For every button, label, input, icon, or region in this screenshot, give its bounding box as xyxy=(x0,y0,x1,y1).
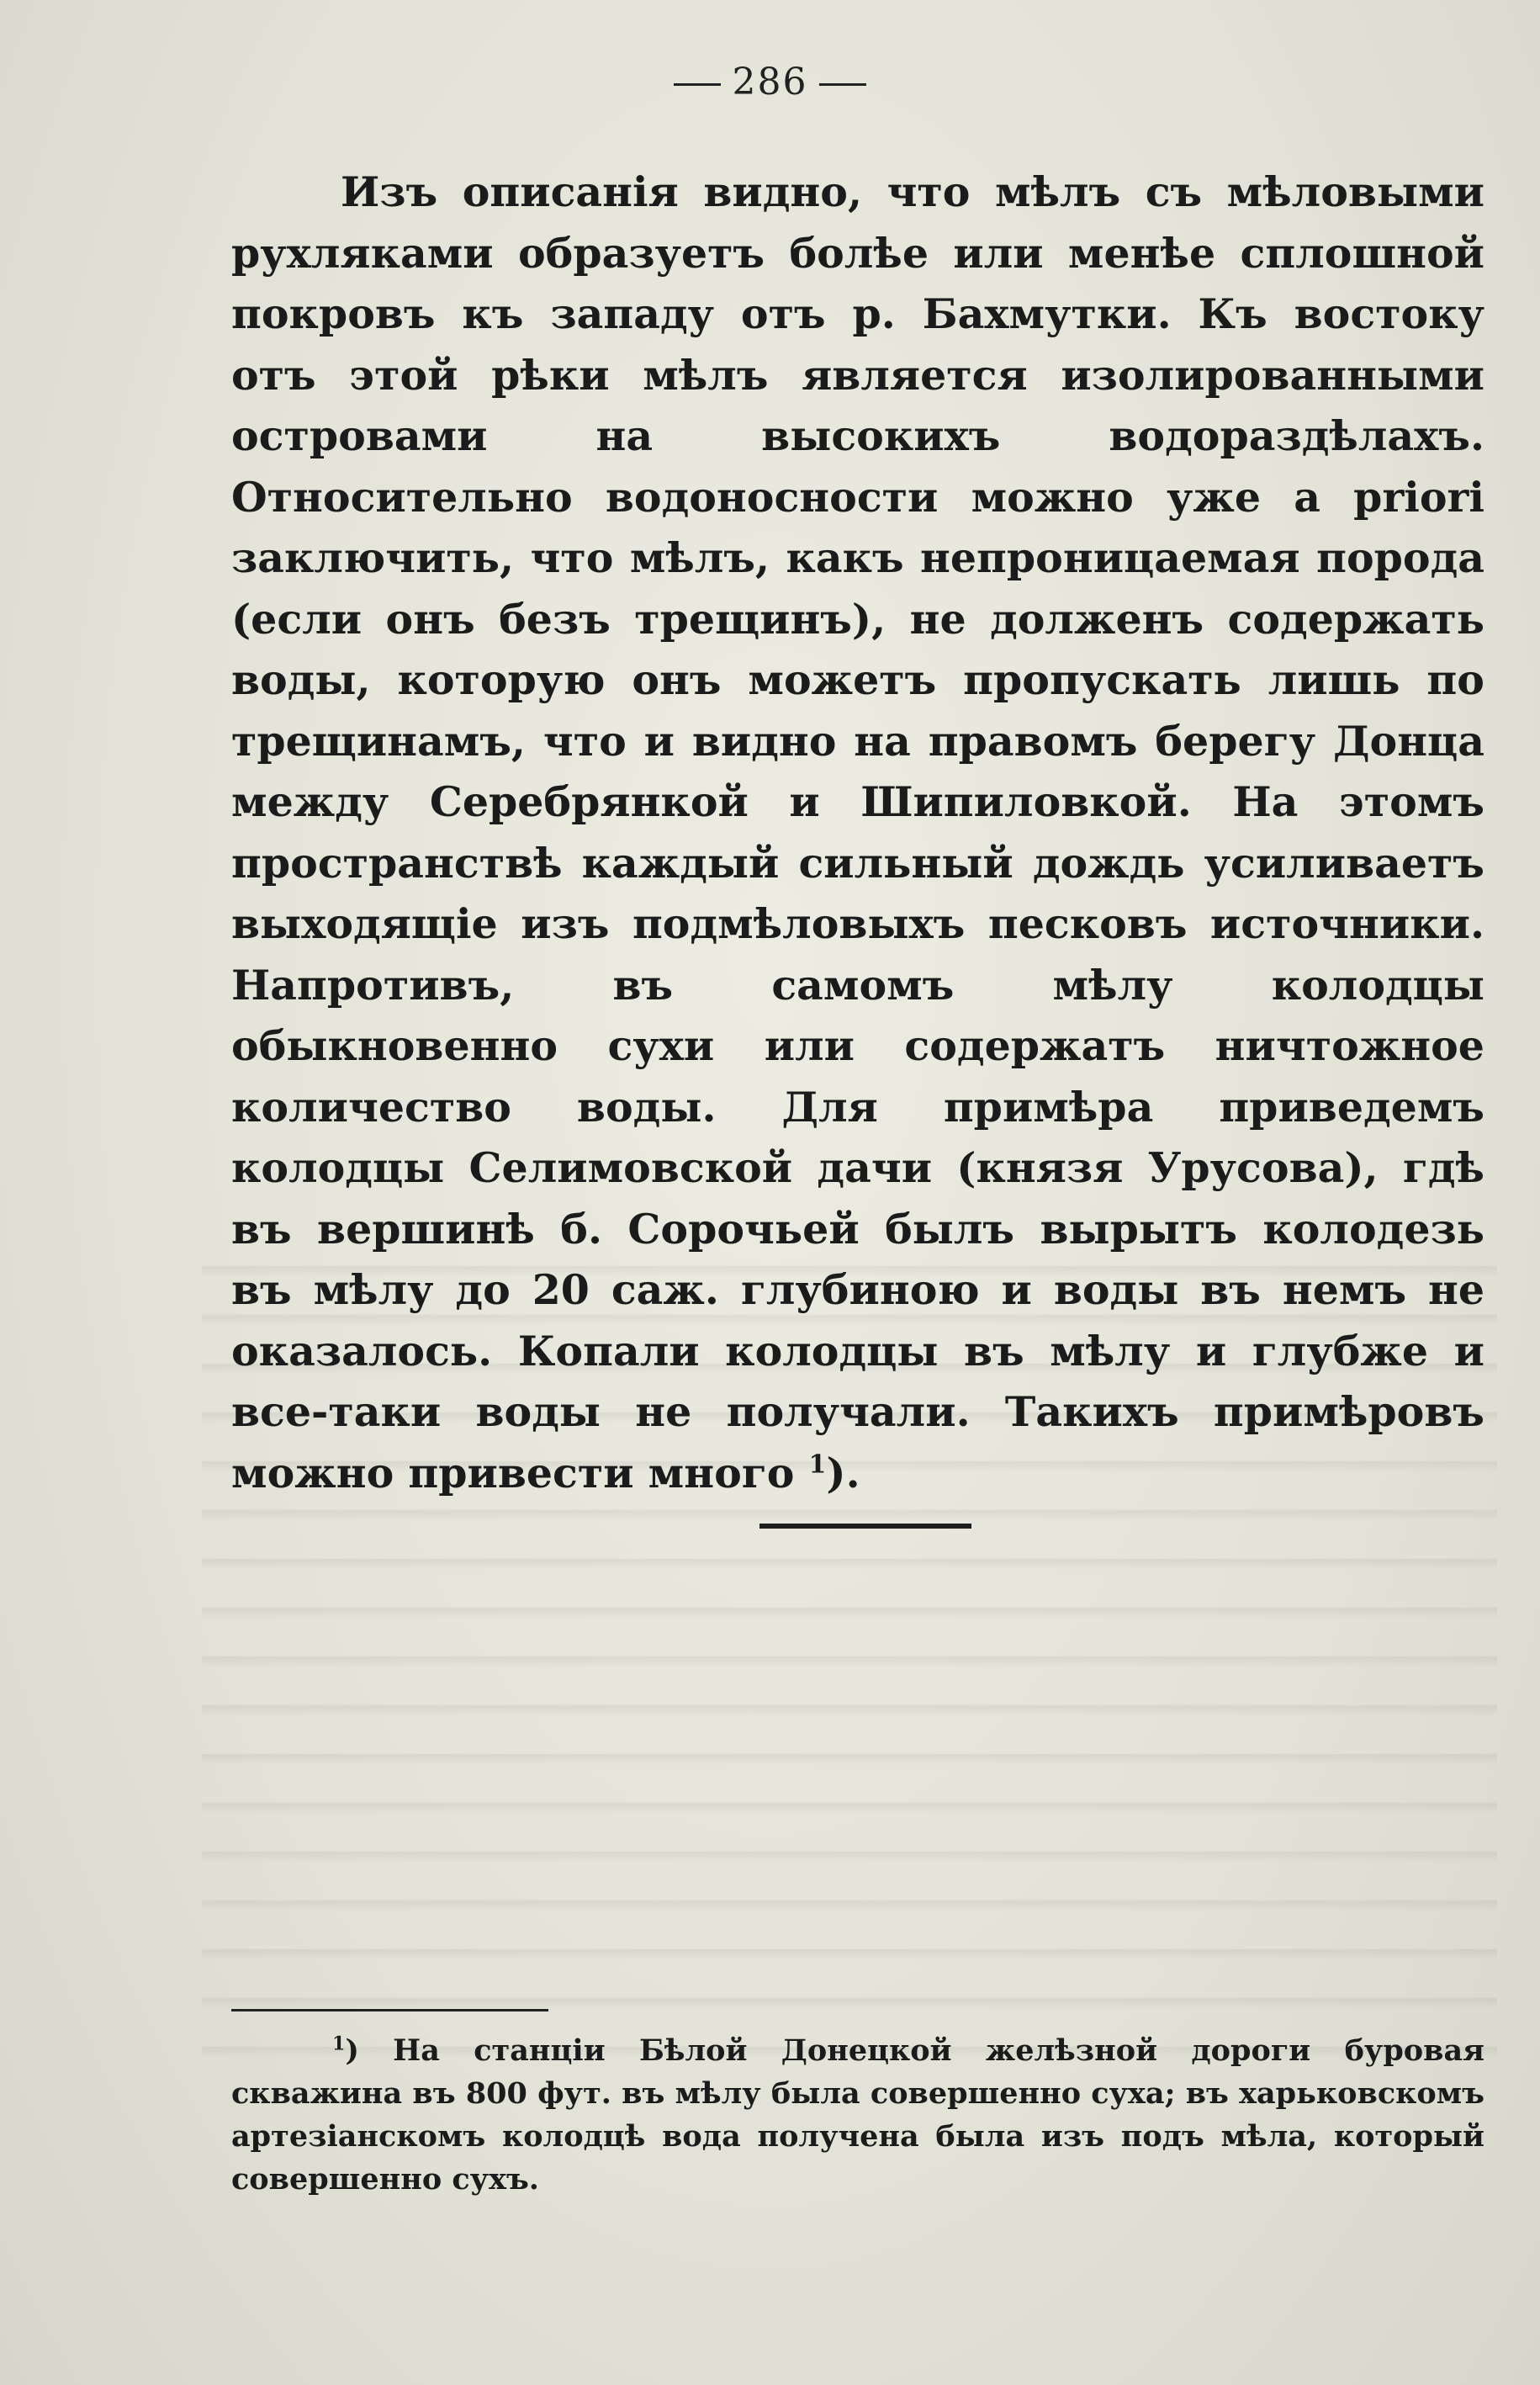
section-divider xyxy=(759,1524,971,1529)
page-number xyxy=(0,61,1540,103)
footnote-reference[interactable]: 1 xyxy=(808,1450,827,1480)
footnote-line: ) На станціи Бѣлой Донецкой желѣзной дороги буровая скважина xyxy=(231,2033,1484,2111)
body-line: изолированными островами на высокихъ водораздѣлахъ. Отно xyxy=(231,350,1484,522)
body-line: вырытъ колодезь въ мѣлу до 20 саж. глубиною и воды въ xyxy=(231,1204,1485,1314)
body-line: колодцы обыкновенно сухи или содержатъ ничтожное коли xyxy=(231,960,1484,1132)
body-line: не долженъ содержать воды, которую онъ можетъ пропу xyxy=(231,594,1484,704)
body-line: дачи (князя Урусова), гдѣ въ вершинѣ б. Сорочьей былъ xyxy=(231,1143,1485,1253)
body-line: скать лишь по трещинамъ, что и видно на правомъ берегу xyxy=(231,655,1484,766)
body-line: Изъ описанія видно, что мѣлъ съ мѣловыми рухляками xyxy=(231,167,1484,278)
footnote-marker: 1 xyxy=(332,2033,346,2055)
body-line: сительно водоносности можно уже a priori заключить, что xyxy=(231,472,1484,582)
body-line: отъ р. Бахмутки. Къ востоку отъ этой рѣки мѣлъ является xyxy=(231,289,1484,400)
footnote xyxy=(231,2029,1484,2201)
page-number-dash-left xyxy=(674,83,721,86)
page-number-dash-right xyxy=(819,83,866,86)
body-line: все-таки воды не получали. Такихъ примѣровъ можно при xyxy=(231,1387,1484,1497)
footnote-paragraph xyxy=(231,2029,1484,2201)
paragraph xyxy=(231,162,1484,1503)
footnote-line: въ 800 фут. въ мѣлу была совершенно суха; въ харьковскомъ артезіанскомъ xyxy=(231,2076,1485,2154)
body-line: Донца между Серебрянкой и Шипиловкой. На этомъ про xyxy=(231,716,1485,888)
body-line: мѣлъ, какъ непроницаемая порода (если онъ безъ трещинъ), xyxy=(231,533,1485,644)
body-line: образуетъ болѣе или менѣе сплошной покровъ къ западу xyxy=(231,228,1484,338)
body-end: ). xyxy=(826,1448,860,1497)
footnote-line: колодцѣ вода получена была изъ подъ мѣла, который совершенно сухъ. xyxy=(231,2119,1485,2197)
page-number-value: 286 xyxy=(732,61,808,103)
body-line: вести много xyxy=(497,1448,795,1497)
body-paragraph xyxy=(231,162,1484,1503)
footnote-separator xyxy=(231,2009,548,2011)
body-line: немъ не оказалось. Копали колодцы въ мѣлу и глубже и xyxy=(231,1265,1485,1375)
body-line: чество воды. Для примѣра приведемъ колодцы Селимовской xyxy=(231,1082,1484,1192)
body-line: подмѣловыхъ песковъ источники. Напротивъ, въ самомъ мѣлу xyxy=(231,899,1485,1010)
body-line: странствѣ каждый сильный дождь усиливаетъ выходящіе изъ xyxy=(231,838,1484,948)
